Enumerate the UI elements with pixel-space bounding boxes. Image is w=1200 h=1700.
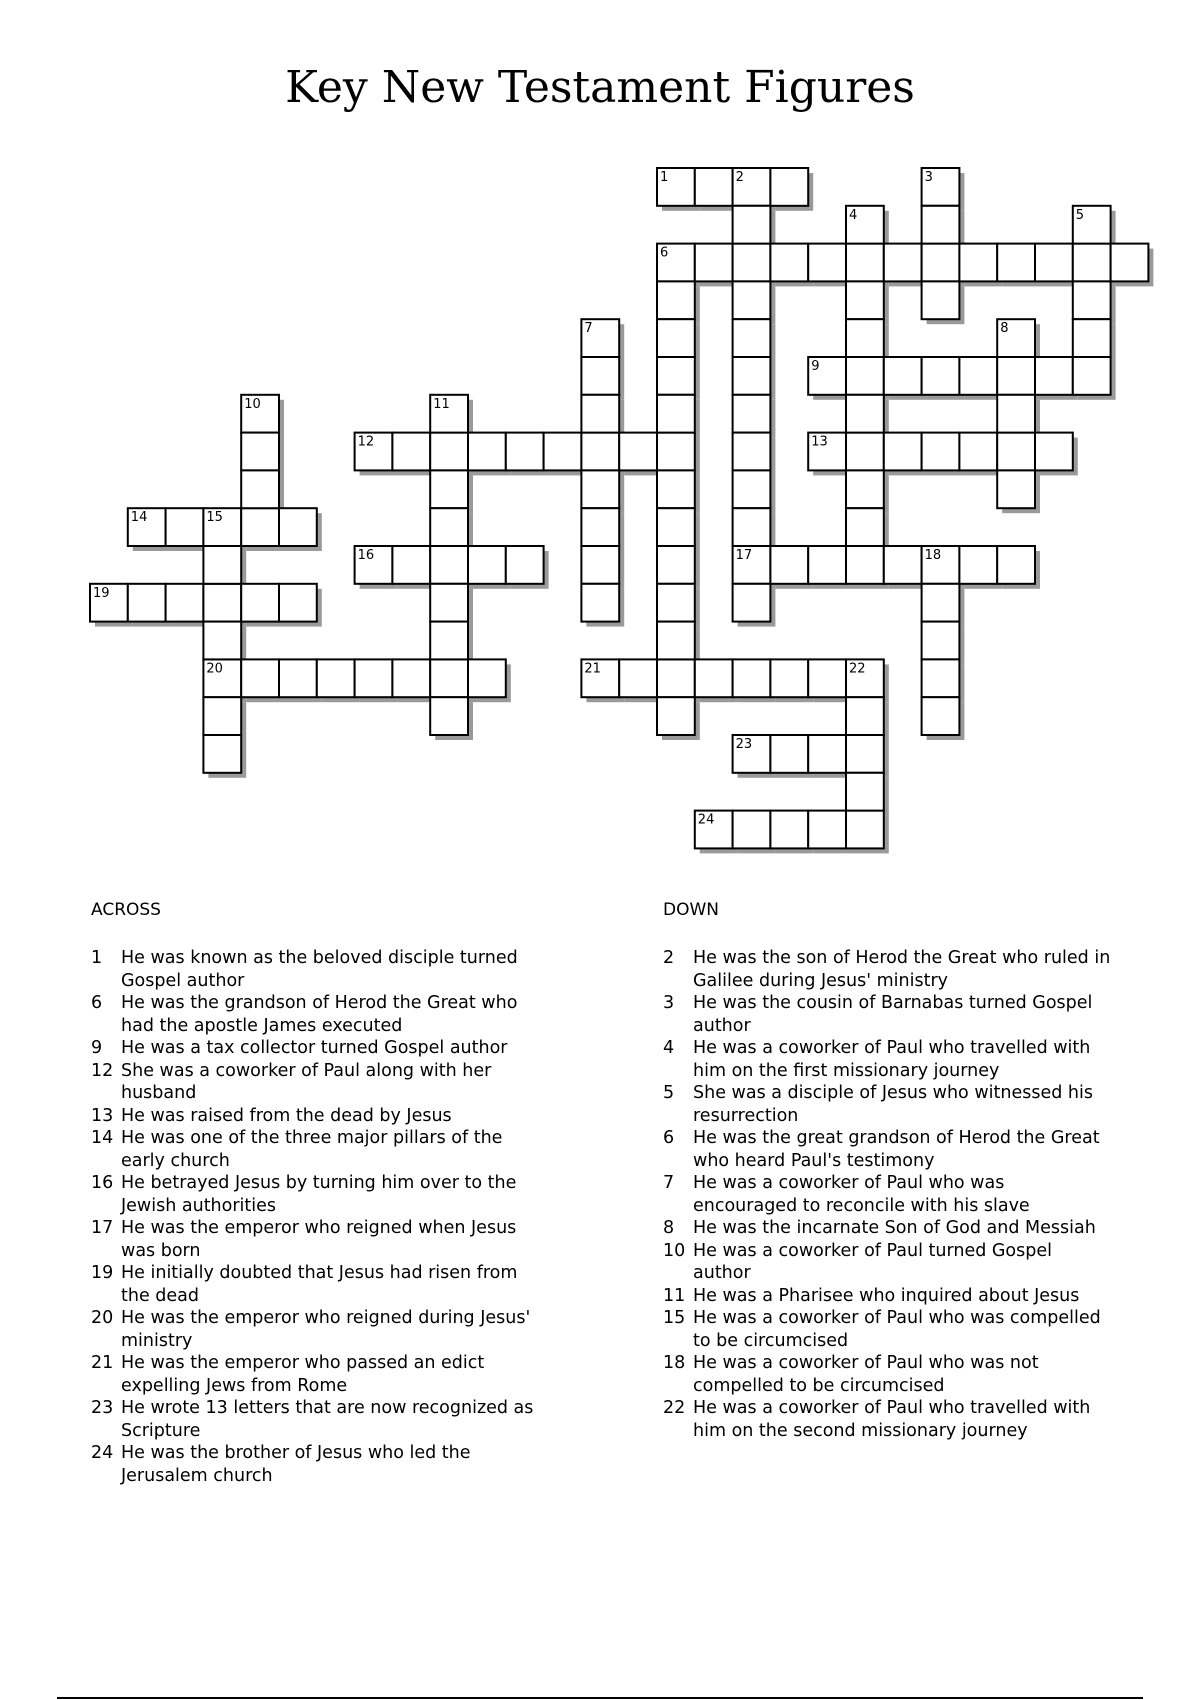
- clue-text: He initially doubted that Jesus had risen from the dead: [121, 1263, 518, 1306]
- grid-cell[interactable]: [846, 433, 884, 471]
- grid-cell[interactable]: [1035, 244, 1073, 282]
- grid-cell[interactable]: [846, 546, 884, 584]
- grid-cell[interactable]: [619, 433, 657, 471]
- across-clue-list: [91, 947, 541, 1487]
- grid-cell[interactable]: [959, 357, 997, 395]
- clue-text: He was the emperor who reigned during Jesus' ministry: [121, 1308, 531, 1351]
- grid-cell[interactable]: [241, 508, 279, 546]
- across-heading: ACROSS: [91, 900, 161, 920]
- grid-cell[interactable]: [619, 659, 657, 697]
- across-clue: [91, 1172, 541, 1217]
- grid-cell[interactable]: [468, 433, 506, 471]
- cell-number: 16: [357, 548, 375, 563]
- cell-number: 13: [811, 434, 828, 450]
- grid-cell[interactable]: [959, 433, 997, 471]
- grid-cell[interactable]: [997, 433, 1035, 471]
- down-clue: [663, 1240, 1113, 1285]
- grid-cell[interactable]: [581, 584, 619, 622]
- cell-number: 9: [811, 359, 820, 374]
- grid-cell[interactable]: [544, 433, 582, 471]
- grid-cell[interactable]: [884, 433, 922, 471]
- clue-text: He wrote 13 letters that are now recognized as Scripture: [121, 1398, 534, 1441]
- grid-cell[interactable]: [770, 168, 808, 206]
- grid-cell[interactable]: [808, 244, 846, 282]
- grid-cell[interactable]: [922, 206, 960, 244]
- grid-cell[interactable]: [846, 697, 884, 735]
- cell-number: 17: [735, 548, 753, 563]
- grid-cell[interactable]: [733, 244, 771, 282]
- grid-cell[interactable]: [657, 659, 695, 697]
- clue-number: 3: [663, 993, 675, 1013]
- clue-text: He was a Pharisee who inquired about Jesus: [693, 1285, 1080, 1306]
- across-clue: [91, 1127, 541, 1172]
- grid-cell[interactable]: [1035, 433, 1073, 471]
- grid-cell[interactable]: [128, 584, 166, 622]
- footer-rule: [57, 1697, 1143, 1699]
- grid-cell[interactable]: [1073, 319, 1111, 357]
- clue-number: 2: [663, 948, 675, 968]
- down-clues: [663, 900, 1113, 1442]
- grid-cell[interactable]: [846, 470, 884, 508]
- clue-number: 6: [91, 993, 103, 1013]
- cell-number: 6: [660, 245, 669, 261]
- grid-cell[interactable]: [808, 659, 846, 697]
- grid-cell[interactable]: [430, 433, 468, 471]
- grid-cell[interactable]: [430, 584, 468, 622]
- grid-cell[interactable]: [846, 735, 884, 773]
- grid-cell[interactable]: [770, 546, 808, 584]
- grid-cell[interactable]: [733, 470, 771, 508]
- clue-text: He was the son of Herod the Great who ruled in Galilee during Jesus' ministry: [693, 948, 1111, 991]
- clue-number: 13: [91, 1105, 114, 1126]
- grid-cell[interactable]: [922, 244, 960, 282]
- grid-cell[interactable]: [581, 508, 619, 546]
- clue-text: He was the emperor who passed an edict expelling Jews from Rome: [121, 1353, 485, 1396]
- grid-cell[interactable]: [657, 622, 695, 660]
- cell-number: 4: [849, 207, 858, 223]
- grid-cell[interactable]: [695, 659, 733, 697]
- cell-number: 18: [924, 548, 942, 563]
- cell-number: 7: [584, 321, 593, 337]
- grid-cell[interactable]: [997, 470, 1035, 508]
- cell-number: 20: [206, 661, 223, 677]
- cell-number: 24: [697, 812, 715, 828]
- grid-cell[interactable]: [922, 357, 960, 395]
- grid-cell[interactable]: [808, 735, 846, 773]
- clue-number: 5: [663, 1083, 675, 1103]
- across-clue: [91, 1037, 541, 1060]
- down-clue: [663, 947, 1113, 992]
- grid-cell[interactable]: [770, 811, 808, 849]
- grid-cell[interactable]: [166, 508, 204, 546]
- grid-cell[interactable]: [657, 584, 695, 622]
- page-title: Key New Testament Figures: [285, 62, 915, 113]
- clue-number: 22: [663, 1398, 686, 1418]
- clue-number: 14: [91, 1128, 114, 1148]
- down-clue: [663, 1285, 1113, 1308]
- clue-number: 16: [91, 1173, 114, 1193]
- grid-cell[interactable]: [733, 508, 771, 546]
- grid-cell[interactable]: [770, 244, 808, 282]
- grid-cell[interactable]: [846, 773, 884, 811]
- grid-cell[interactable]: [506, 433, 544, 471]
- clue-number: 1: [91, 948, 103, 968]
- grid-cell[interactable]: [506, 546, 544, 584]
- cell-number: 11: [433, 396, 450, 412]
- grid-cell[interactable]: [1111, 244, 1149, 282]
- clue-text: He was the great grandson of Herod the Great who heard Paul's testimony: [693, 1128, 1100, 1171]
- grid-cell[interactable]: [846, 811, 884, 849]
- grid-cell[interactable]: [279, 508, 317, 546]
- down-clue: [663, 1352, 1113, 1397]
- grid-cell[interactable]: [846, 395, 884, 433]
- grid-cell[interactable]: [884, 244, 922, 282]
- across-clue: [91, 1217, 541, 1262]
- clue-number: 9: [91, 1038, 103, 1058]
- across-clue: [91, 1397, 541, 1442]
- down-clue: [663, 992, 1113, 1037]
- grid-cell[interactable]: [581, 357, 619, 395]
- across-clue: [91, 947, 541, 992]
- cell-number: 10: [244, 396, 261, 412]
- across-clue: [91, 1262, 541, 1307]
- grid-cell[interactable]: [430, 659, 468, 697]
- cell-number: 1: [660, 170, 669, 185]
- clue-text: He was the cousin of Barnabas turned Gospel author: [693, 993, 1093, 1036]
- grid-cell[interactable]: [808, 546, 846, 584]
- clue-text: She was a coworker of Paul along with her husband: [121, 1060, 492, 1103]
- grid-cell[interactable]: [241, 584, 279, 622]
- grid-cell[interactable]: [657, 319, 695, 357]
- grid-cell[interactable]: [733, 206, 771, 244]
- clue-number: 18: [663, 1353, 686, 1373]
- grid-cell[interactable]: [997, 546, 1035, 584]
- grid-cell[interactable]: [922, 697, 960, 735]
- clue-number: 6: [663, 1128, 675, 1148]
- grid-cell[interactable]: [733, 659, 771, 697]
- grid-cell[interactable]: [581, 546, 619, 584]
- down-clue: [663, 1217, 1113, 1240]
- grid-cell[interactable]: [581, 470, 619, 508]
- clue-number: 20: [91, 1308, 114, 1328]
- grid-cell[interactable]: [279, 659, 317, 697]
- down-clue: [663, 1037, 1113, 1082]
- grid-cell[interactable]: [733, 357, 771, 395]
- clue-text: He was a tax collector turned Gospel author: [121, 1038, 508, 1058]
- grid-cell[interactable]: [733, 281, 771, 319]
- grid-cell[interactable]: [203, 584, 241, 622]
- grid-cell[interactable]: [1035, 357, 1073, 395]
- clue-text: He was a coworker of Paul who was encouraged to reconcile with his slave: [693, 1173, 1030, 1216]
- grid-cell[interactable]: [355, 659, 393, 697]
- down-clue: [663, 1082, 1113, 1127]
- grid-cell[interactable]: [468, 546, 506, 584]
- cell-number: 3: [924, 170, 933, 185]
- grid-cell[interactable]: [279, 584, 317, 622]
- grid-cell[interactable]: [392, 546, 430, 584]
- clue-number: 23: [91, 1398, 114, 1418]
- clue-text: He was a coworker of Paul who was not compelled to be circumcised: [693, 1353, 1039, 1396]
- clue-number: 15: [663, 1308, 686, 1328]
- grid-cell[interactable]: [846, 508, 884, 546]
- grid-cell[interactable]: [166, 584, 204, 622]
- clue-text: He was a coworker of Paul who travelled with him on the second missionary journey: [693, 1398, 1091, 1441]
- across-clue: [91, 1307, 541, 1352]
- across-clue: [91, 1060, 541, 1105]
- clue-text: He was a coworker of Paul who was compelled to be circumcised: [693, 1308, 1101, 1351]
- grid-cell[interactable]: [733, 811, 771, 849]
- grid-cell[interactable]: [1073, 281, 1111, 319]
- grid-cell[interactable]: [430, 508, 468, 546]
- grid-cell[interactable]: [884, 357, 922, 395]
- cell-number: 21: [584, 661, 601, 677]
- cell-number: 15: [206, 510, 223, 526]
- grid-cell[interactable]: [922, 622, 960, 660]
- grid-cell[interactable]: [657, 470, 695, 508]
- clue-number: 10: [663, 1240, 686, 1261]
- grid-cell[interactable]: [203, 546, 241, 584]
- grid-cell[interactable]: [657, 395, 695, 433]
- clue-text: He was the grandson of Herod the Great who had the apostle James executed: [121, 993, 518, 1036]
- grid-cell[interactable]: [241, 433, 279, 471]
- clue-number: 21: [91, 1353, 114, 1373]
- clue-number: 4: [663, 1038, 675, 1058]
- clue-number: 8: [663, 1218, 675, 1238]
- across-clues: [91, 900, 541, 1487]
- clue-text: He was one of the three major pillars of the early church: [121, 1128, 503, 1171]
- clue-text: She was a disciple of Jesus who witnessed his resurrection: [693, 1083, 1093, 1126]
- cell-number: 22: [849, 661, 866, 677]
- grid-cell[interactable]: [241, 470, 279, 508]
- cell-number: 14: [130, 510, 148, 526]
- grid-cell[interactable]: [846, 244, 884, 282]
- across-clue: [91, 1105, 541, 1128]
- grid-cell[interactable]: [657, 508, 695, 546]
- down-clue: [663, 1172, 1113, 1217]
- grid-cell[interactable]: [884, 546, 922, 584]
- cell-number: 19: [93, 585, 110, 601]
- clue-text: He was a coworker of Paul turned Gospel author: [693, 1240, 1052, 1283]
- grid-cell[interactable]: [241, 659, 279, 697]
- grid-cell[interactable]: [657, 433, 695, 471]
- cell-number: 12: [357, 434, 375, 450]
- grid-cell[interactable]: [997, 395, 1035, 433]
- down-clue: [663, 1397, 1113, 1442]
- cell-number: 5: [1075, 207, 1085, 223]
- grid-cell[interactable]: [430, 697, 468, 735]
- grid-cell[interactable]: [922, 281, 960, 319]
- across-clue: [91, 992, 541, 1037]
- across-clue: [91, 1442, 541, 1487]
- grid-cell[interactable]: [203, 622, 241, 660]
- grid-cell[interactable]: [959, 546, 997, 584]
- clue-number: 12: [91, 1060, 114, 1081]
- across-clue: [91, 1352, 541, 1397]
- grid-cell[interactable]: [203, 735, 241, 773]
- cell-number: 2: [735, 170, 744, 185]
- clue-text: He was the brother of Jesus who led the Jerusalem church: [121, 1443, 471, 1486]
- grid-cell[interactable]: [203, 697, 241, 735]
- cell-number: 23: [735, 737, 753, 752]
- clue-number: 11: [663, 1285, 686, 1306]
- down-clue: [663, 1307, 1113, 1352]
- clue-text: He was the incarnate Son of God and Messiah: [693, 1218, 1096, 1238]
- grid-cell[interactable]: [1073, 244, 1111, 282]
- down-clue-list: [663, 947, 1113, 1442]
- grid-cell[interactable]: [657, 697, 695, 735]
- clue-text: He was the emperor who reigned when Jesus was born: [121, 1218, 517, 1261]
- grid-cell[interactable]: [581, 395, 619, 433]
- grid-cell[interactable]: [430, 470, 468, 508]
- clue-text: He was raised from the dead by Jesus: [121, 1105, 452, 1126]
- grid-cell[interactable]: [922, 584, 960, 622]
- grid-cell[interactable]: [770, 659, 808, 697]
- grid-cell[interactable]: [733, 395, 771, 433]
- grid-cell[interactable]: [581, 433, 619, 471]
- grid-cell[interactable]: [959, 244, 997, 282]
- grid-cell[interactable]: [846, 319, 884, 357]
- grid-cell[interactable]: [846, 357, 884, 395]
- cell-number: 8: [1000, 321, 1009, 337]
- grid-cell[interactable]: [808, 811, 846, 849]
- grid-cell[interactable]: [997, 244, 1035, 282]
- grid-cell[interactable]: [392, 433, 430, 471]
- clue-text: He was a coworker of Paul who travelled with him on the first missionary journey: [693, 1038, 1091, 1081]
- grid-cell[interactable]: [468, 659, 506, 697]
- grid-cell[interactable]: [430, 546, 468, 584]
- grid-cell[interactable]: [1073, 357, 1111, 395]
- clue-number: 17: [91, 1218, 114, 1238]
- grid-cell[interactable]: [733, 433, 771, 471]
- clue-number: 19: [91, 1263, 114, 1283]
- grid-cell[interactable]: [997, 357, 1035, 395]
- grid-cell[interactable]: [733, 319, 771, 357]
- grid-cell[interactable]: [430, 622, 468, 660]
- grid-cell[interactable]: [695, 168, 733, 206]
- grid-cell[interactable]: [657, 546, 695, 584]
- grid-cell[interactable]: [392, 659, 430, 697]
- down-heading: DOWN: [663, 900, 719, 920]
- grid-cell[interactable]: [733, 584, 771, 622]
- grid-cell[interactable]: [695, 244, 733, 282]
- grid-cell[interactable]: [922, 433, 960, 471]
- clue-number: 7: [663, 1173, 675, 1193]
- clue-number: 24: [91, 1443, 114, 1463]
- grid-cell[interactable]: [770, 735, 808, 773]
- clue-text: He betrayed Jesus by turning him over to the Jewish authorities: [121, 1173, 517, 1216]
- grid-cell[interactable]: [317, 659, 355, 697]
- grid-cell[interactable]: [657, 281, 695, 319]
- grid-cell[interactable]: [657, 357, 695, 395]
- down-clue: [663, 1127, 1113, 1172]
- grid-cell[interactable]: [922, 659, 960, 697]
- clue-text: He was known as the beloved disciple turned Gospel author: [121, 948, 518, 991]
- grid-cell[interactable]: [846, 281, 884, 319]
